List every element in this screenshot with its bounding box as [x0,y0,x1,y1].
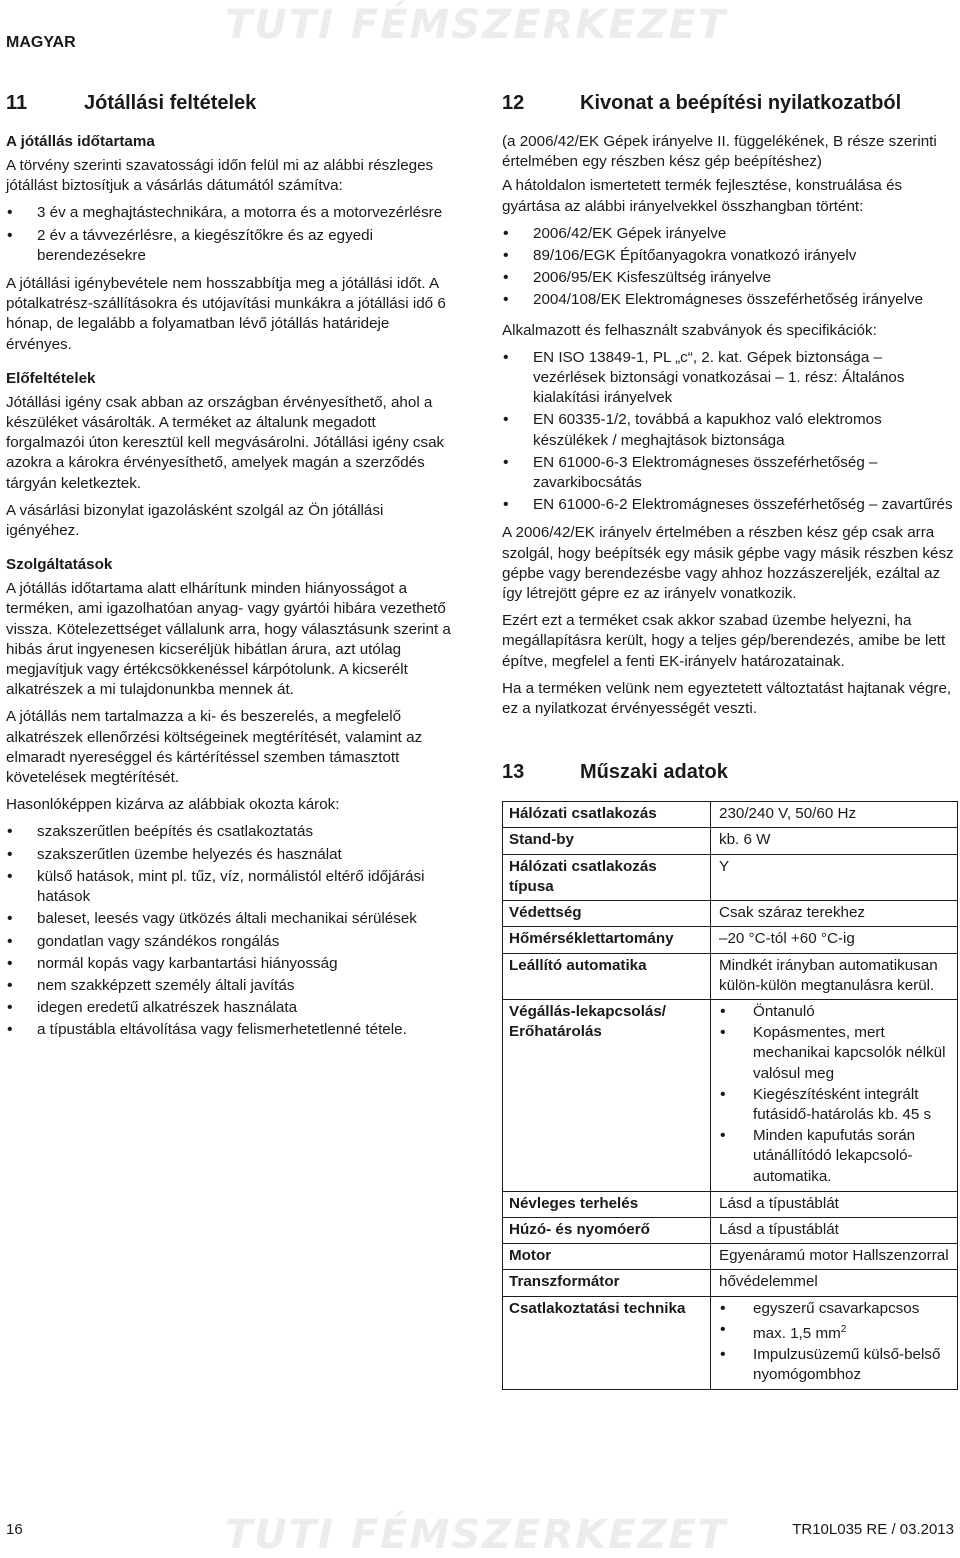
right-column [502,88,958,1390]
list-item: • Kiegészítésként integrált futásidő-határolás kb. 45 s [719,1085,951,1125]
list-item: • Minden kapufutás során utánállítódó lekapcsoló-automatika. [719,1126,951,1187]
spec-key: Csatlakoztatási technika [503,1296,711,1390]
list-item: • idegen eredetű alkatrészek használata [6,998,458,1018]
services-text-1: A jótállás időtartama alatt elhárítunk minden hiányosságot a terméken, ami igazolhatóan anyag- vagy gyártói hibára vezethető vissza. Kötelezettséget vállalunk arra, hogy választásunk szerint a hibás árut ingyenesen kicseréljük hibátlan árura, azt utólag megjavítjuk vagy értékcsökkenéssel kárpótolunk. A kicserélt alkatrészek a mi tulajdonunkba mennek át. [6,580,451,699]
page-number: 16 [6,1521,23,1538]
section-12-heading [502,88,958,118]
declaration-para-1: A 2006/42/EK irányelv értelmében a részben kész gép csak arra szolgál, hogy beépítsék egy másik gépbe vagy másik részben kész gépbe vagy berendezésbe vagy ahhoz hozzászereljék, ezáltal az így létrejött gépre ez az irányelv vonatkozik. [502,524,954,603]
spec-value: Egyenáramú motor Hallszenzorral [711,1244,958,1270]
duration-note: A jótállási igénybevétele nem hosszabbítja meg a jótállási időt. A pótalkatrész-szállításokra és utójavítási munkákra a jótállási idő 6 hónap, de legalább a folyamatban lévő jótállás határideje érvényes. [6,275,446,353]
spec-key: Hálózati csatlakozás [503,802,711,828]
declaration-para-2: Ezért ezt a terméket csak akkor szabad üzembe helyezni, ha megállapításra került, hogy a teljes gép/berendezés, amibe be lett építve, megfelel a fenti EK-irányelv határozatainak. [502,612,946,670]
declaration-para-3: Ha a terméken velünk nem egyeztetett változtatást hajtanak végre, ez a nyilatkozat érvényességét veszti. [502,679,952,718]
table-row [503,1244,958,1270]
spec-key: Végállás-lekapcsolás/ Erőhatárolás [503,999,711,1191]
list-item: • Kopásmentes, mert mechanikai kapcsolók nélkül valósul meg [719,1023,951,1084]
list-item: • EN ISO 13849-1, PL „c“, 2. kat. Gépek biztonsága – vezérlések biztonsági vonatkozásai – 1. rész: Általános kialakítási irányelvek [502,348,958,409]
list-item: • EN 61000-6-2 Elektromágneses összeférhetőség – zavartűrés [502,495,958,515]
watermark-logo-top: TUTI FÉMSZERKEZET [225,2,728,48]
spec-value: 230/240 V, 50/60 Hz [711,802,958,828]
spec-value [711,999,958,1191]
list-item: • gondatlan vagy szándékos rongálás [6,932,458,952]
spec-key: Védettség [503,901,711,927]
spec-value: Csak száraz terekhez [711,901,958,927]
services-text-2: A jótállás nem tartalmazza a ki- és beszerelés, a megfelelő alkatrészek ellenőrzési költségeinek megtérítését, valamint az elmaradt nyereséggel és kártérítéssel szemben támasztott követelések megtérítését. [6,708,423,787]
table-row [503,854,958,900]
table-row [503,927,958,953]
section-title: Kivonat a beépítési nyilatkozatból [580,92,902,114]
list-item: • 89/106/EGK Építőanyagokra vonatkozó irányelv [502,246,958,266]
table-row [503,1217,958,1243]
section-title: Műszaki adatok [580,761,728,784]
limit-features-list [719,1002,951,1187]
list-item: • 2006/95/EK Kisfeszültség irányelve [502,268,958,288]
table-row [503,953,958,999]
list-item [719,1320,951,1344]
unit-superscript: 2 [840,1323,847,1335]
prereq-text-2: A vásárlási bizonylat igazolásként szolgál az Ön jótállási igényéhez. [6,501,384,540]
spec-value: Mindkét irányban automatikusan külön-külön megtanulásra kerül. [711,953,958,999]
declaration-intro: (a 2006/42/EK Gépek irányelve II. függelékének, B része szerinti értelmében egy részben kész gép beépítéshez) [502,133,937,171]
services-text-3: Hasonlóképpen kizárva az alábbiak okozta károk: [6,796,340,814]
table-row [503,1191,958,1217]
section-number: 13 [502,761,525,784]
wire-size: max. 1,5 mm [753,1324,841,1342]
spec-value: Y [711,854,958,900]
list-item: • nem szakképzett személy általi javítás [6,976,458,996]
standards-list [502,348,958,516]
spec-key: Stand-by [503,828,711,854]
list-item: • külső hatások, mint pl. tűz, víz, normálistól eltérő időjárási hatások [6,867,458,907]
spec-value: hővédelemmel [711,1270,958,1296]
spec-value: kb. 6 W [711,828,958,854]
duration-intro: A törvény szerinti szavatossági időn felül mi az alábbi részleges jótállást biztosítjuk a vásárlás dátumától számítva: [6,157,434,195]
table-row [503,999,958,1191]
spec-key: Hálózati csatlakozás típusa [503,854,711,900]
list-item: • 2 év a távvezérlésre, a kiegészítőkre és az egyedi berendezésekre [6,226,458,266]
list-item: • 2004/108/EK Elektromágneses összeférhetőség irányelve [502,290,958,310]
section-number: 11 [6,92,28,114]
section-title: Jótállási feltételek [84,92,257,114]
document-code: TR10L035 RE / 03.2013 [792,1521,954,1538]
services-heading: Szolgáltatások [6,556,113,574]
section-11-heading [6,88,458,118]
table-row [503,901,958,927]
list-item: • 3 év a meghajtástechnikára, a motorra és a motorvezérlésre [6,203,458,223]
directives-list [502,224,958,311]
list-item: • szakszerűtlen beépítés és csatlakoztatás [6,822,458,842]
list-item: • a típustábla eltávolítása vagy felismerhetetlenné tétele. [6,1020,458,1040]
spec-value: –20 °C-tól +60 °C-ig [711,927,958,953]
spec-key: Motor [503,1244,711,1270]
table-row [503,828,958,854]
spec-key: Névleges terhelés [503,1191,711,1217]
table-row [503,802,958,828]
list-item: • normál kopás vagy karbantartási hiányosság [6,954,458,974]
watermark-logo-bottom: TUTI FÉMSZERKEZET [225,1512,728,1558]
table-row [503,1296,958,1390]
list-item: • szakszerűtlen üzembe helyezés és használat [6,845,458,865]
list-item: • EN 61000-6-3 Elektromágneses összeférhetőség – zavarkibocsátás [502,453,958,493]
spec-value [711,1296,958,1390]
prereq-text-1: Jótállási igény csak abban az országban érvényesíthető, ahol a készüléket vásárolták. A terméket az általunk megadott forgalmazói úton keresztül kell megvásárolni. Jótállási igény csak azokra a károkra érvényesíthető, amelyek magán a szerződés tárgyán keletkeztek. [6,393,445,492]
duration-heading: A jótállás időtartama [6,133,155,150]
technical-data-table [502,801,958,1390]
spec-value: Lásd a típustáblát [711,1217,958,1243]
declaration-statement: A hátoldalon ismertetett termék fejlesztése, konstruálása és gyártása az alábbi irányelvekkel összhangban történt: [502,177,903,215]
list-item: • Impulzusüzemű külső-belső nyomógombhoz [719,1345,951,1385]
prereq-heading: Előfeltételek [6,369,96,387]
list-item: • EN 60335-1/2, továbbá a kapukhoz való elektromos készülékek / meghajtások biztonsága [502,410,958,450]
list-item: • baleset, leesés vagy ütközés általi mechanikai sérülések [6,909,458,929]
spec-value: Lásd a típustáblát [711,1191,958,1217]
spec-key: Transzformátor [503,1270,711,1296]
spec-key: Hőmérséklettartomány [503,927,711,953]
left-column [6,88,458,1049]
list-item: • Öntanuló [719,1002,951,1022]
spec-key: Leállító automatika [503,953,711,999]
duration-list [6,203,458,266]
list-item: • egyszerű csavarkapcsos [719,1299,951,1319]
table-row [503,1270,958,1296]
section-13-heading [502,757,958,787]
list-item: • 2006/42/EK Gépek irányelve [502,224,958,244]
standards-intro: Alkalmazott és felhasznált szabványok és specifikációk: [502,321,877,339]
connection-features-list [719,1299,951,1386]
language-label: MAGYAR [6,34,76,51]
spec-key: Húzó- és nyomóerő [503,1217,711,1243]
excluded-list [6,822,458,1040]
section-number: 12 [502,92,525,114]
